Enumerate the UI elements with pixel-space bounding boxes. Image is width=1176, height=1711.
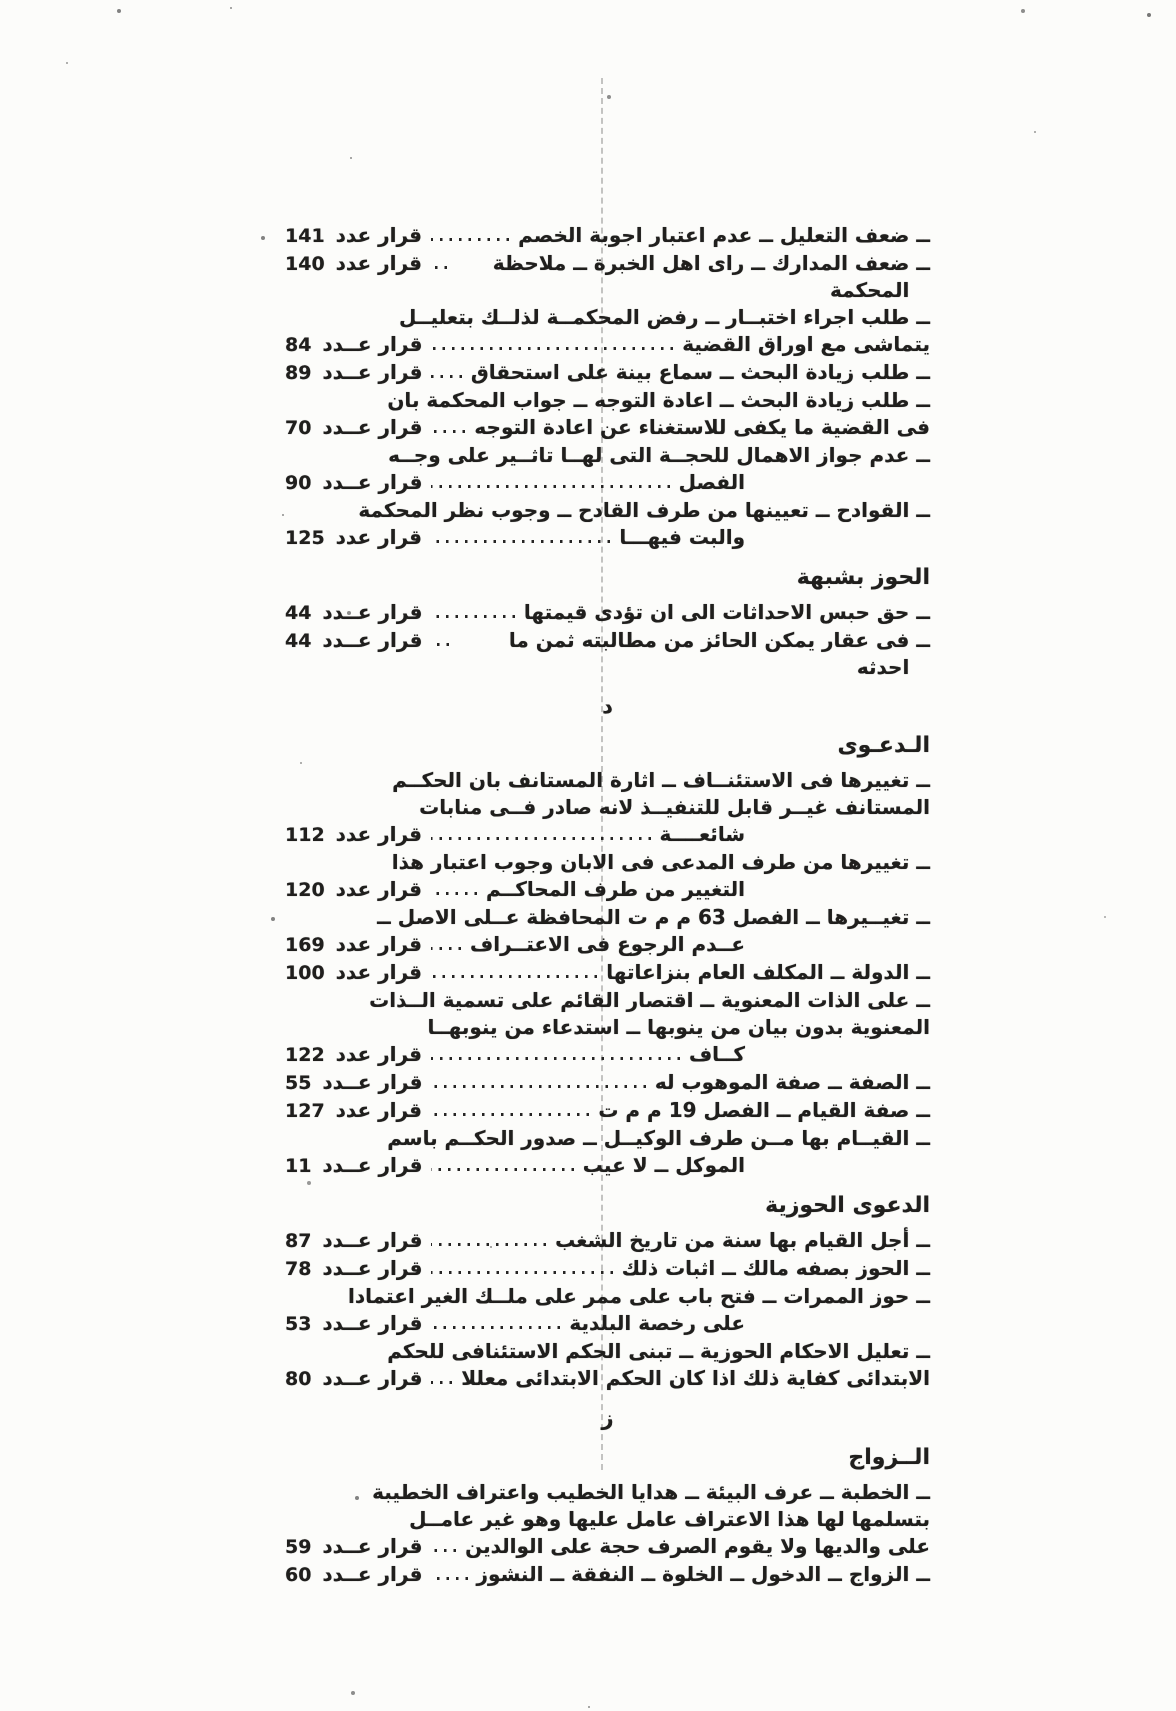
entry-line bbox=[285, 442, 930, 469]
entry-dash-icon: ــ bbox=[916, 768, 930, 792]
entry-text: الحوز بصفه مالك ــ اثبات ذلك bbox=[621, 1256, 910, 1280]
entry-dash-icon: ــ bbox=[916, 498, 930, 522]
dotted-leader-icon bbox=[431, 643, 449, 646]
decision-ref bbox=[285, 959, 422, 987]
decision-number: 44 bbox=[285, 630, 312, 652]
index-entry bbox=[285, 442, 930, 497]
entry-text: الابتدائى كفاية ذلك اذا كان الحكم الابتدائى معللا bbox=[461, 1366, 930, 1390]
entry-text: عــدم الرجوع فى الاعتــراف bbox=[470, 932, 745, 956]
decision-number: 53 bbox=[285, 1313, 312, 1335]
decision-label: قرار عدد bbox=[335, 251, 422, 275]
decision-number: 87 bbox=[285, 1230, 312, 1252]
decision-number: 90 bbox=[285, 472, 312, 494]
decision-number: 141 bbox=[285, 225, 325, 247]
entry-line bbox=[285, 1338, 930, 1365]
entry-line bbox=[285, 599, 930, 627]
decision-ref bbox=[285, 1310, 422, 1338]
dotted-leader-icon bbox=[431, 1549, 456, 1552]
entry-line bbox=[285, 1069, 930, 1097]
entry-line bbox=[285, 1283, 930, 1310]
entry-text: حوز الممرات ــ فتح باب على ممر على ملــك الغير اعتمادا bbox=[348, 1284, 910, 1308]
decision-ref bbox=[285, 524, 422, 552]
entry-dash-icon: ــ bbox=[916, 360, 930, 384]
entry-line bbox=[285, 959, 930, 987]
dotted-leader-icon bbox=[431, 1326, 560, 1329]
entry-line bbox=[285, 1365, 930, 1393]
decision-label: قرار عدد bbox=[335, 960, 422, 984]
decision-ref bbox=[285, 1069, 422, 1097]
decision-ref bbox=[285, 821, 422, 849]
entry-dash-icon: ــ bbox=[916, 223, 930, 247]
dotted-leader-icon bbox=[431, 1381, 452, 1384]
entry-line bbox=[285, 331, 930, 359]
decision-label: قرار عدد bbox=[335, 223, 422, 247]
entry-text: الخطبة ــ عرف البيئة ــ هدايا الخطيب واعتراف الخطيبة bbox=[372, 1480, 910, 1504]
index-entry bbox=[285, 1125, 930, 1180]
decision-label: قرار عــدد bbox=[322, 1153, 423, 1177]
entry-line bbox=[285, 304, 930, 331]
index-entry bbox=[285, 387, 930, 442]
entry-dash-icon: ــ bbox=[916, 960, 930, 984]
dotted-leader-icon bbox=[431, 540, 610, 543]
index-entry bbox=[285, 1338, 930, 1393]
entry-text: على الذات المعنوية ــ اقتصار القائم على تسمية الــذات bbox=[369, 988, 910, 1012]
index-entry bbox=[285, 1561, 930, 1589]
dotted-leader-icon bbox=[431, 1113, 589, 1116]
dotted-leader-icon bbox=[431, 238, 509, 241]
decision-number: 59 bbox=[285, 1536, 312, 1558]
entry-line bbox=[285, 849, 930, 876]
section-heading: الحوز بشبهة bbox=[796, 565, 930, 590]
entry-line bbox=[285, 1479, 930, 1506]
entry-dash-icon: ــ bbox=[916, 1256, 930, 1280]
entry-line bbox=[285, 497, 930, 524]
dotted-leader-icon bbox=[431, 1243, 546, 1246]
entry-line bbox=[285, 1533, 930, 1561]
entry-line bbox=[285, 1506, 930, 1533]
decision-ref bbox=[285, 469, 422, 497]
entry-text: الصفة ــ صفة الموهوب له bbox=[654, 1070, 910, 1094]
entry-line bbox=[285, 1097, 930, 1125]
entry-text: فى عقار يمكن الحائز من مطالبته ثمن ما احدثه bbox=[508, 628, 910, 679]
entry-text: صفة القيام ــ الفصل 19 م م ت bbox=[598, 1098, 910, 1122]
entry-text: طلب اجراء اختبــار ــ رفض المحكمــة لذلــك بتعليــل bbox=[399, 305, 910, 329]
index-entry bbox=[285, 1255, 930, 1283]
decision-number: 169 bbox=[285, 934, 325, 956]
entry-line bbox=[285, 1041, 930, 1069]
entry-line bbox=[285, 469, 930, 497]
entry-dash-icon: ــ bbox=[916, 1284, 930, 1308]
index-entry bbox=[285, 222, 930, 250]
entry-line bbox=[285, 1125, 930, 1152]
entry-text: طلب زيادة البحث ــ سماع بينة على استحقاق bbox=[470, 360, 910, 384]
entry-text: كــاف bbox=[688, 1042, 745, 1066]
index-entry bbox=[285, 497, 930, 552]
decision-number: 89 bbox=[285, 362, 312, 384]
dotted-leader-icon bbox=[431, 892, 477, 895]
section-heading: الـدعـوى bbox=[837, 733, 930, 758]
entry-line bbox=[285, 794, 930, 821]
dotted-leader-icon bbox=[431, 615, 514, 618]
entry-line bbox=[285, 1227, 930, 1255]
entry-dash-icon: ــ bbox=[916, 1228, 930, 1252]
entry-text: حق حبس الاحداثات الى ان تؤدى قيمتها bbox=[523, 600, 910, 624]
entry-dash-icon: ــ bbox=[916, 1126, 930, 1150]
decision-label: قرار عدد bbox=[335, 1042, 422, 1066]
index-entry bbox=[285, 1069, 930, 1097]
decision-label: قرار عــدد bbox=[322, 470, 423, 494]
decision-ref bbox=[285, 599, 422, 627]
entry-line bbox=[285, 876, 930, 904]
entry-text: القوادح ــ تعيينها من طرف القادح ــ وجوب نظر المحكمة bbox=[358, 498, 910, 522]
dotted-leader-icon bbox=[431, 430, 465, 433]
dotted-leader-icon bbox=[431, 347, 673, 350]
entry-line bbox=[285, 987, 930, 1014]
entry-line bbox=[285, 931, 930, 959]
entry-text: تغييرها فى الاستئنــاف ــ اثارة المستانف بان الحكــم bbox=[392, 768, 910, 792]
entry-text: الفصل bbox=[678, 470, 745, 494]
index-entry bbox=[285, 359, 930, 387]
entry-text: فى القضية ما يكفى للاستغناء عن اعادة التوجه bbox=[474, 415, 930, 439]
entry-dash-icon: ــ bbox=[916, 600, 930, 624]
decision-ref bbox=[285, 414, 422, 442]
entry-line bbox=[285, 524, 930, 552]
decision-number: 11 bbox=[285, 1155, 312, 1177]
entry-text: ضعف المدارك ــ راى اهل الخبرة ــ ملاحظة المحكمة bbox=[492, 251, 910, 302]
decision-label: قرار عــدد bbox=[322, 628, 423, 652]
entry-dash-icon: ــ bbox=[916, 628, 930, 652]
entry-text: بتسلمها لها هذا الاعتراف عامل عليها وهو غير عامــل bbox=[409, 1507, 930, 1531]
entry-line bbox=[285, 1152, 930, 1180]
entry-dash-icon: ــ bbox=[916, 388, 930, 412]
decision-label: قرار عــدد bbox=[322, 332, 423, 356]
index-entry bbox=[285, 1227, 930, 1255]
decision-ref bbox=[285, 931, 422, 959]
decision-label: قرار عدد bbox=[335, 822, 422, 846]
decision-label: قرار عــدد bbox=[322, 1562, 423, 1586]
entry-text: التغيير من طرف المحاكــم bbox=[485, 877, 745, 901]
index-entry bbox=[285, 987, 930, 1069]
decision-label: قرار عدد bbox=[335, 1098, 422, 1122]
index-entry bbox=[285, 250, 930, 304]
letter-divider: ز bbox=[601, 1406, 614, 1430]
decision-label: قرار عــدد bbox=[322, 1311, 423, 1335]
decision-label: قرار عدد bbox=[335, 525, 422, 549]
section-heading: الــزواج bbox=[848, 1445, 930, 1470]
entry-dash-icon: ــ bbox=[916, 850, 930, 874]
dotted-leader-icon bbox=[431, 837, 651, 840]
entry-dash-icon: ــ bbox=[916, 1480, 930, 1504]
entry-text: القيــام بها مــن طرف الوكيــل ــ صدور الحكــم باسم bbox=[387, 1126, 910, 1150]
entry-text: الزواج ــ الدخول ــ الخلوة ــ النفقة ــ النشوز bbox=[476, 1562, 910, 1586]
decision-number: 140 bbox=[285, 253, 325, 275]
entry-dash-icon: ــ bbox=[916, 305, 930, 329]
entry-text: تعليل الاحكام الحوزية ــ تبنى الحكم الاستئنافى للحكم bbox=[387, 1339, 910, 1363]
decision-label: قرار عدد bbox=[335, 932, 422, 956]
entry-line bbox=[285, 767, 930, 794]
decision-label: قرار عــدد bbox=[322, 360, 423, 384]
scan-noise-specks bbox=[0, 0, 2, 2]
dotted-leader-icon bbox=[431, 375, 461, 378]
decision-ref bbox=[285, 1533, 422, 1561]
index-entry bbox=[285, 304, 930, 359]
dotted-leader-icon bbox=[431, 1168, 573, 1171]
decision-label: قرار عــدد bbox=[322, 1228, 423, 1252]
decision-ref bbox=[285, 1227, 422, 1255]
decision-number: 127 bbox=[285, 1100, 325, 1122]
decision-number: 120 bbox=[285, 879, 325, 901]
index-entry bbox=[285, 627, 930, 681]
entry-text: المعنوية بدون بيان من ينوبها ــ استدعاء من ينوبهــا bbox=[427, 1015, 930, 1039]
decision-number: 84 bbox=[285, 334, 312, 356]
decision-number: 44 bbox=[285, 602, 312, 624]
decision-ref bbox=[285, 1041, 422, 1069]
decision-ref bbox=[285, 1365, 422, 1393]
decision-ref bbox=[285, 331, 422, 359]
decision-ref bbox=[285, 1561, 422, 1589]
entry-text: عدم جواز الاهمال للحجــة التى لهــا تاثــير على وجــه bbox=[388, 443, 910, 467]
index-entry bbox=[285, 959, 930, 987]
decision-ref bbox=[285, 1097, 422, 1125]
decision-number: 70 bbox=[285, 417, 312, 439]
decision-number: 112 bbox=[285, 824, 325, 846]
decision-number: 80 bbox=[285, 1368, 312, 1390]
letter-divider: د bbox=[602, 694, 613, 718]
entry-text: يتماشى مع اوراق القضية bbox=[682, 332, 930, 356]
entry-text: تغييرها من طرف المدعى فى الابان وجوب اعتبار هذا bbox=[391, 850, 910, 874]
entry-text: ضعف التعليل ــ عدم اعتبار اجوبة الخصم bbox=[518, 223, 910, 247]
decision-label: قرار عــدد bbox=[322, 1256, 423, 1280]
decision-label: قرار عــدد bbox=[322, 1534, 423, 1558]
dotted-leader-icon bbox=[431, 1085, 645, 1088]
decision-ref bbox=[285, 876, 422, 904]
entry-text: أجل القيام بها سنة من تاريخ الشغب bbox=[555, 1228, 910, 1252]
index-entry bbox=[285, 849, 930, 904]
entry-line bbox=[285, 222, 930, 250]
decision-label: قرار عدد bbox=[335, 877, 422, 901]
decision-ref bbox=[285, 222, 422, 250]
dotted-leader-icon bbox=[431, 266, 447, 269]
dotted-leader-icon bbox=[431, 1577, 467, 1580]
entry-line bbox=[285, 627, 930, 681]
dotted-leader-icon bbox=[431, 975, 597, 978]
entry-text: المستانف غيــر قابل للتنفيــذ لانه صادر فــى منابات bbox=[419, 795, 930, 819]
entry-line bbox=[285, 1310, 930, 1338]
decision-label: قرار عــدد bbox=[322, 1070, 423, 1094]
decision-ref bbox=[285, 1152, 422, 1180]
decisions-index-list bbox=[285, 222, 930, 1589]
entry-dash-icon: ــ bbox=[916, 988, 930, 1012]
decision-number: 122 bbox=[285, 1044, 325, 1066]
dotted-leader-icon bbox=[431, 1057, 680, 1060]
decision-number: 100 bbox=[285, 962, 325, 984]
entry-text: الدولة ــ المكلف العام بنزاعاتها bbox=[606, 960, 910, 984]
entry-dash-icon: ــ bbox=[916, 443, 930, 467]
entry-line bbox=[285, 821, 930, 849]
entry-line bbox=[285, 1014, 930, 1041]
decision-number: 125 bbox=[285, 527, 325, 549]
dotted-leader-icon bbox=[431, 485, 669, 488]
entry-line bbox=[285, 904, 930, 931]
entry-dash-icon: ــ bbox=[916, 1339, 930, 1363]
index-entry bbox=[285, 1097, 930, 1125]
dotted-leader-icon bbox=[431, 947, 461, 950]
decision-ref bbox=[285, 627, 422, 655]
entry-text: على رخصة البلدية bbox=[569, 1311, 745, 1335]
entry-line bbox=[285, 1561, 930, 1589]
section-heading: الدعوى الحوزية bbox=[765, 1193, 930, 1218]
entry-dash-icon: ــ bbox=[916, 251, 930, 275]
entry-dash-icon: ــ bbox=[916, 1562, 930, 1586]
entry-line bbox=[285, 1255, 930, 1283]
decision-number: 60 bbox=[285, 1564, 312, 1586]
decision-ref bbox=[285, 1255, 422, 1283]
entry-dash-icon: ــ bbox=[916, 1070, 930, 1094]
index-entry bbox=[285, 1479, 930, 1561]
entry-text: طلب زيادة البحث ــ اعادة التوجه ــ جواب المحكمة بان bbox=[387, 388, 910, 412]
entry-text: على والديها ولا يقوم الصرف حجة على الوالدين bbox=[465, 1534, 930, 1558]
entry-text: والبت فيهـــا bbox=[619, 525, 745, 549]
entry-text: شائعــــة bbox=[659, 822, 745, 846]
entry-text: الموكل ــ لا عيب bbox=[582, 1153, 745, 1177]
decision-label: قرار عــدد bbox=[322, 1366, 423, 1390]
index-entry bbox=[285, 1283, 930, 1338]
entry-dash-icon: ــ bbox=[916, 905, 930, 929]
decision-label: قرار عــدد bbox=[322, 600, 423, 624]
decision-number: 78 bbox=[285, 1258, 312, 1280]
index-entry bbox=[285, 904, 930, 959]
decision-ref bbox=[285, 359, 422, 387]
entry-line bbox=[285, 414, 930, 442]
decision-number: 55 bbox=[285, 1072, 312, 1094]
dotted-leader-icon bbox=[431, 1271, 612, 1274]
entry-line bbox=[285, 250, 930, 304]
decision-label: قرار عــدد bbox=[322, 415, 423, 439]
entry-text: تغيــيرها ــ الفصل 63 م م ت المحافظة عــلى الاصل ــ bbox=[377, 905, 910, 929]
entry-line bbox=[285, 359, 930, 387]
entry-dash-icon: ــ bbox=[916, 1098, 930, 1122]
entry-line bbox=[285, 387, 930, 414]
decision-ref bbox=[285, 250, 422, 278]
index-entry bbox=[285, 599, 930, 627]
index-entry bbox=[285, 767, 930, 849]
